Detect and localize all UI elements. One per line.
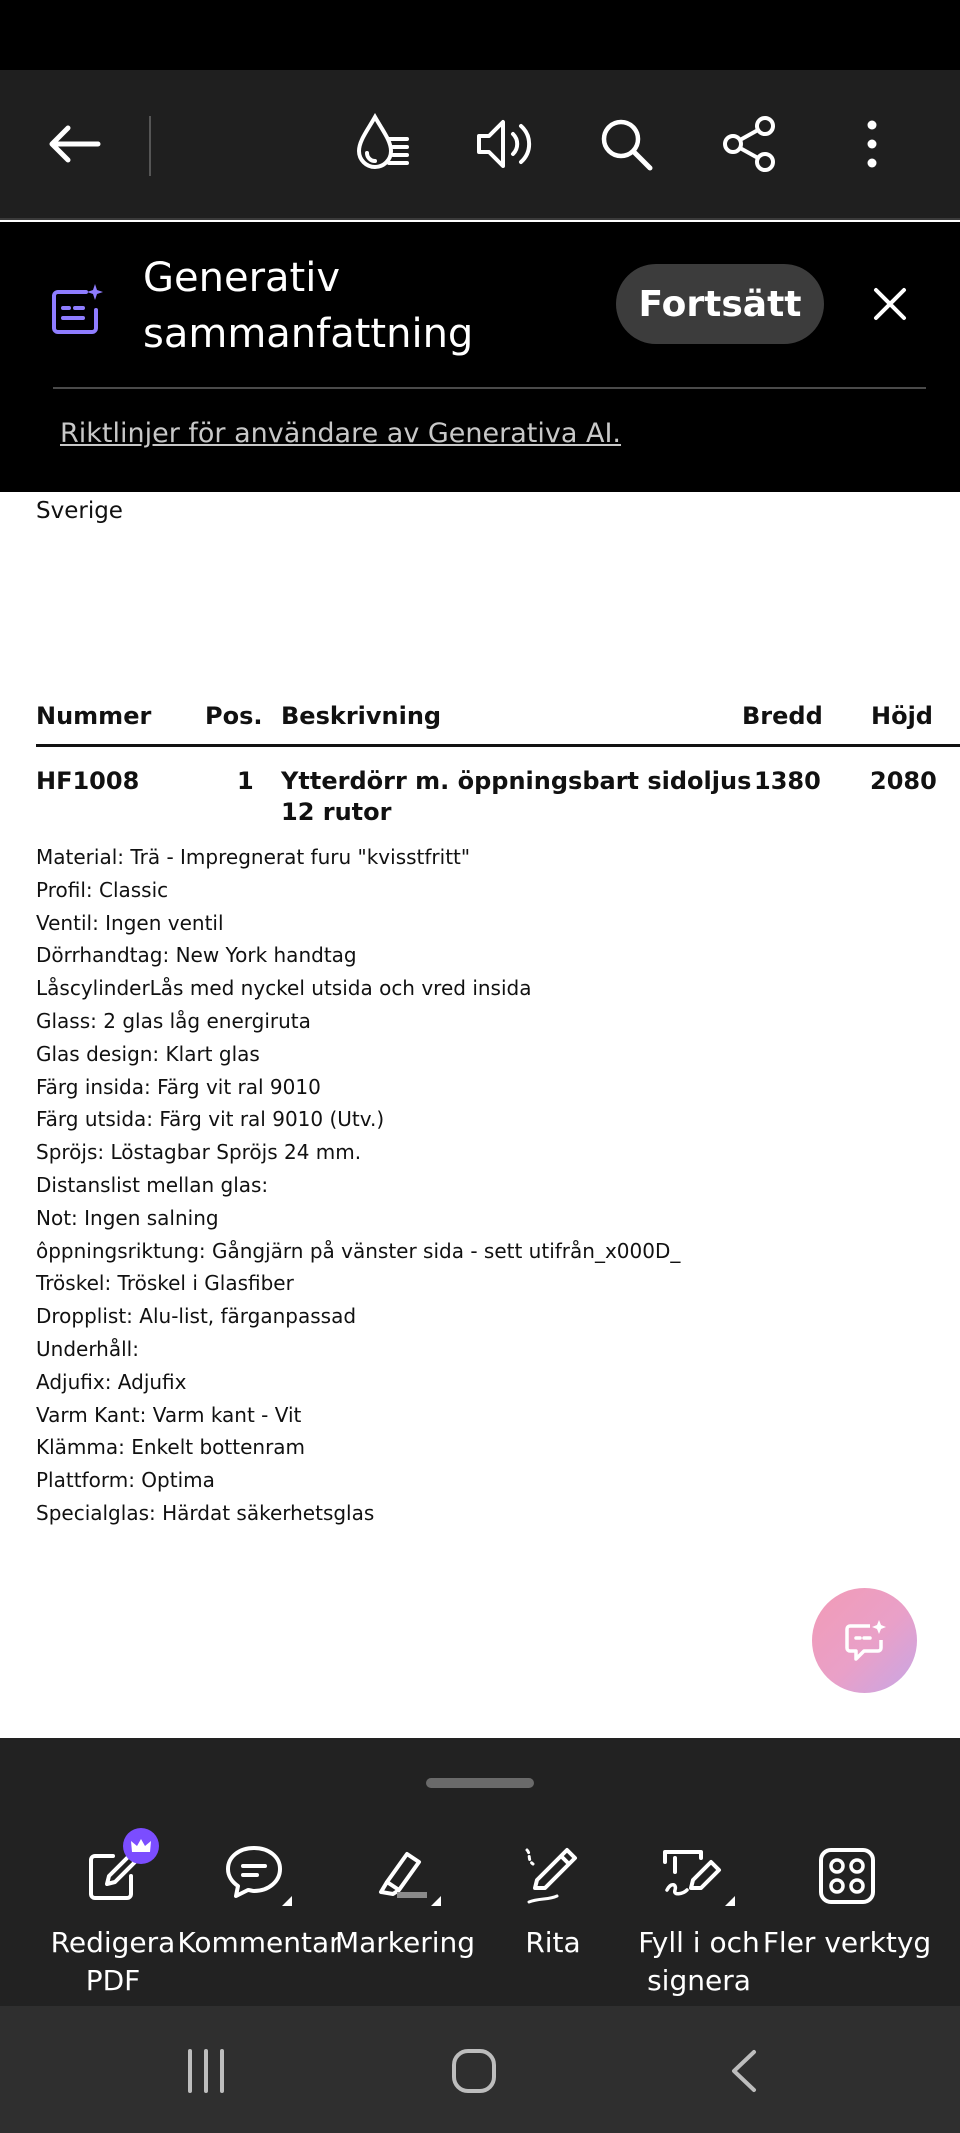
- banner-title: Generativ sammanfattning: [143, 255, 474, 357]
- spec-item: Underhåll:: [36, 1336, 139, 1361]
- tool-highlight[interactable]: [330, 1836, 480, 1962]
- edit-pdf-icon: [73, 1836, 153, 1916]
- tool-label: Redigera PDF: [50, 1926, 176, 1997]
- home-icon: [451, 2048, 497, 2094]
- top-toolbar: [0, 70, 960, 220]
- tool-label: Fyll i och signera: [638, 1926, 760, 1997]
- pdf-page: [0, 492, 960, 1738]
- continue-button[interactable]: Fortsätt: [616, 264, 824, 344]
- spec-item: Dörrhandtag: New York handtag: [36, 943, 357, 968]
- header-description: Beskrivning: [281, 702, 442, 730]
- read-aloud-button[interactable]: [468, 108, 540, 180]
- row-description-line: 12 rutor: [281, 798, 392, 826]
- spec-item: Dropplist: Alu-list, färganpassad: [36, 1304, 357, 1329]
- row-number: HF1008: [36, 767, 140, 795]
- recent-apps-button[interactable]: [166, 2036, 246, 2106]
- search-icon: [598, 116, 654, 172]
- share-button[interactable]: [713, 108, 785, 180]
- system-navigation-bar: [0, 2006, 960, 2133]
- row-height: 2080: [870, 767, 937, 795]
- ai-summary-icon: [50, 282, 106, 338]
- header-width: Bredd: [742, 702, 823, 730]
- system-back-button[interactable]: [704, 2036, 784, 2106]
- close-icon: [872, 286, 908, 322]
- tool-more-tools[interactable]: [762, 1836, 932, 1962]
- tool-label: Fler verktyg: [762, 1926, 932, 1959]
- toolbar-divider: [149, 116, 151, 176]
- header-pos: Pos.: [205, 702, 263, 730]
- comment-icon: [219, 1836, 299, 1916]
- spec-item: Material: Trä - Impregnerat furu "kvisstfritt": [36, 845, 471, 869]
- row-width: 1380: [754, 767, 821, 795]
- liquid-mode-icon: [349, 113, 411, 175]
- genai-guidelines-link[interactable]: Riktlinjer för användare av Generativa AI.: [60, 418, 622, 449]
- tool-fill-and-sign[interactable]: [624, 1836, 774, 2000]
- spec-item: Ventil: Ingen ventil: [36, 910, 224, 935]
- ai-assistant-button[interactable]: [812, 1588, 917, 1693]
- tool-comment[interactable]: [177, 1836, 341, 1962]
- spec-item: LåscylinderLås med nyckel utsida och vred insida: [36, 976, 532, 1001]
- row-description-line: Ytterdörr m. öppningsbart sidoljus: [281, 767, 752, 795]
- spec-item: Glas design: Klart glas: [36, 1041, 260, 1066]
- spec-item: Plattform: Optima: [36, 1468, 215, 1493]
- chevron-left-icon: [728, 2048, 760, 2094]
- header-number: Nummer: [36, 702, 152, 730]
- more-vertical-icon: [862, 119, 882, 169]
- recent-apps-icon: [184, 2049, 228, 2093]
- banner-divider: [53, 387, 926, 389]
- tool-draw[interactable]: [478, 1836, 628, 1962]
- tool-label: Kommentar: [177, 1926, 341, 1959]
- spec-list: [36, 841, 680, 1530]
- spec-item: Färg insida: Färg vit ral 9010: [36, 1074, 321, 1099]
- row-description: [281, 766, 751, 828]
- row-pos: 1: [237, 767, 254, 795]
- spec-item: Adjufix: Adjufix: [36, 1369, 187, 1394]
- tool-label: Rita: [525, 1926, 581, 1959]
- spec-item: Tröskel: Tröskel i Glasfiber: [36, 1271, 294, 1296]
- search-button[interactable]: [590, 108, 662, 180]
- arrow-left-icon: [46, 124, 102, 164]
- spec-item: Varm Kant: Varm kant - Vit: [36, 1402, 302, 1427]
- share-icon: [719, 114, 779, 174]
- fill-sign-icon: [659, 1836, 739, 1916]
- grid-icon: [807, 1836, 887, 1916]
- spec-item: Not: Ingen salning: [36, 1205, 219, 1230]
- spec-item: Glass: 2 glas låg energiruta: [36, 1008, 311, 1033]
- tool-edit-pdf[interactable]: [38, 1836, 188, 2000]
- spec-item: ôppningsriktung: Gångjärn på vänster sida - sett utifrån_x000D_: [36, 1238, 681, 1263]
- liquid-mode-button[interactable]: [344, 108, 416, 180]
- generative-summary-banner: [0, 222, 960, 492]
- spec-item: Färg utsida: Färg vit ral 9010 (Utv.): [36, 1107, 385, 1132]
- spec-item: Distanslist mellan glas:: [36, 1172, 269, 1197]
- spec-item: Spröjs: Löstagbar Spröjs 24 mm.: [36, 1140, 362, 1165]
- drag-handle[interactable]: [426, 1778, 534, 1788]
- status-bar: [0, 0, 960, 70]
- table-header-rule: [36, 744, 960, 747]
- back-button[interactable]: [38, 108, 110, 180]
- close-banner-button[interactable]: [862, 276, 918, 332]
- pencil-icon: [513, 1836, 593, 1916]
- more-options-button[interactable]: [836, 108, 908, 180]
- tool-label: Markering: [334, 1926, 476, 1959]
- ai-chat-icon: [842, 1618, 888, 1664]
- speaker-icon: [473, 116, 535, 172]
- highlighter-icon: [365, 1836, 445, 1916]
- home-button[interactable]: [434, 2036, 514, 2106]
- premium-crown-icon: [123, 1828, 159, 1864]
- spec-item: Klämma: Enkelt bottenram: [36, 1435, 306, 1460]
- bottom-tool-panel: [0, 1738, 960, 2006]
- country-text: Sverige: [36, 498, 123, 524]
- spec-item: Profil: Classic: [36, 877, 169, 902]
- header-height: Höjd: [871, 702, 933, 730]
- spec-item: Specialglas: Härdat säkerhetsglas: [36, 1500, 375, 1525]
